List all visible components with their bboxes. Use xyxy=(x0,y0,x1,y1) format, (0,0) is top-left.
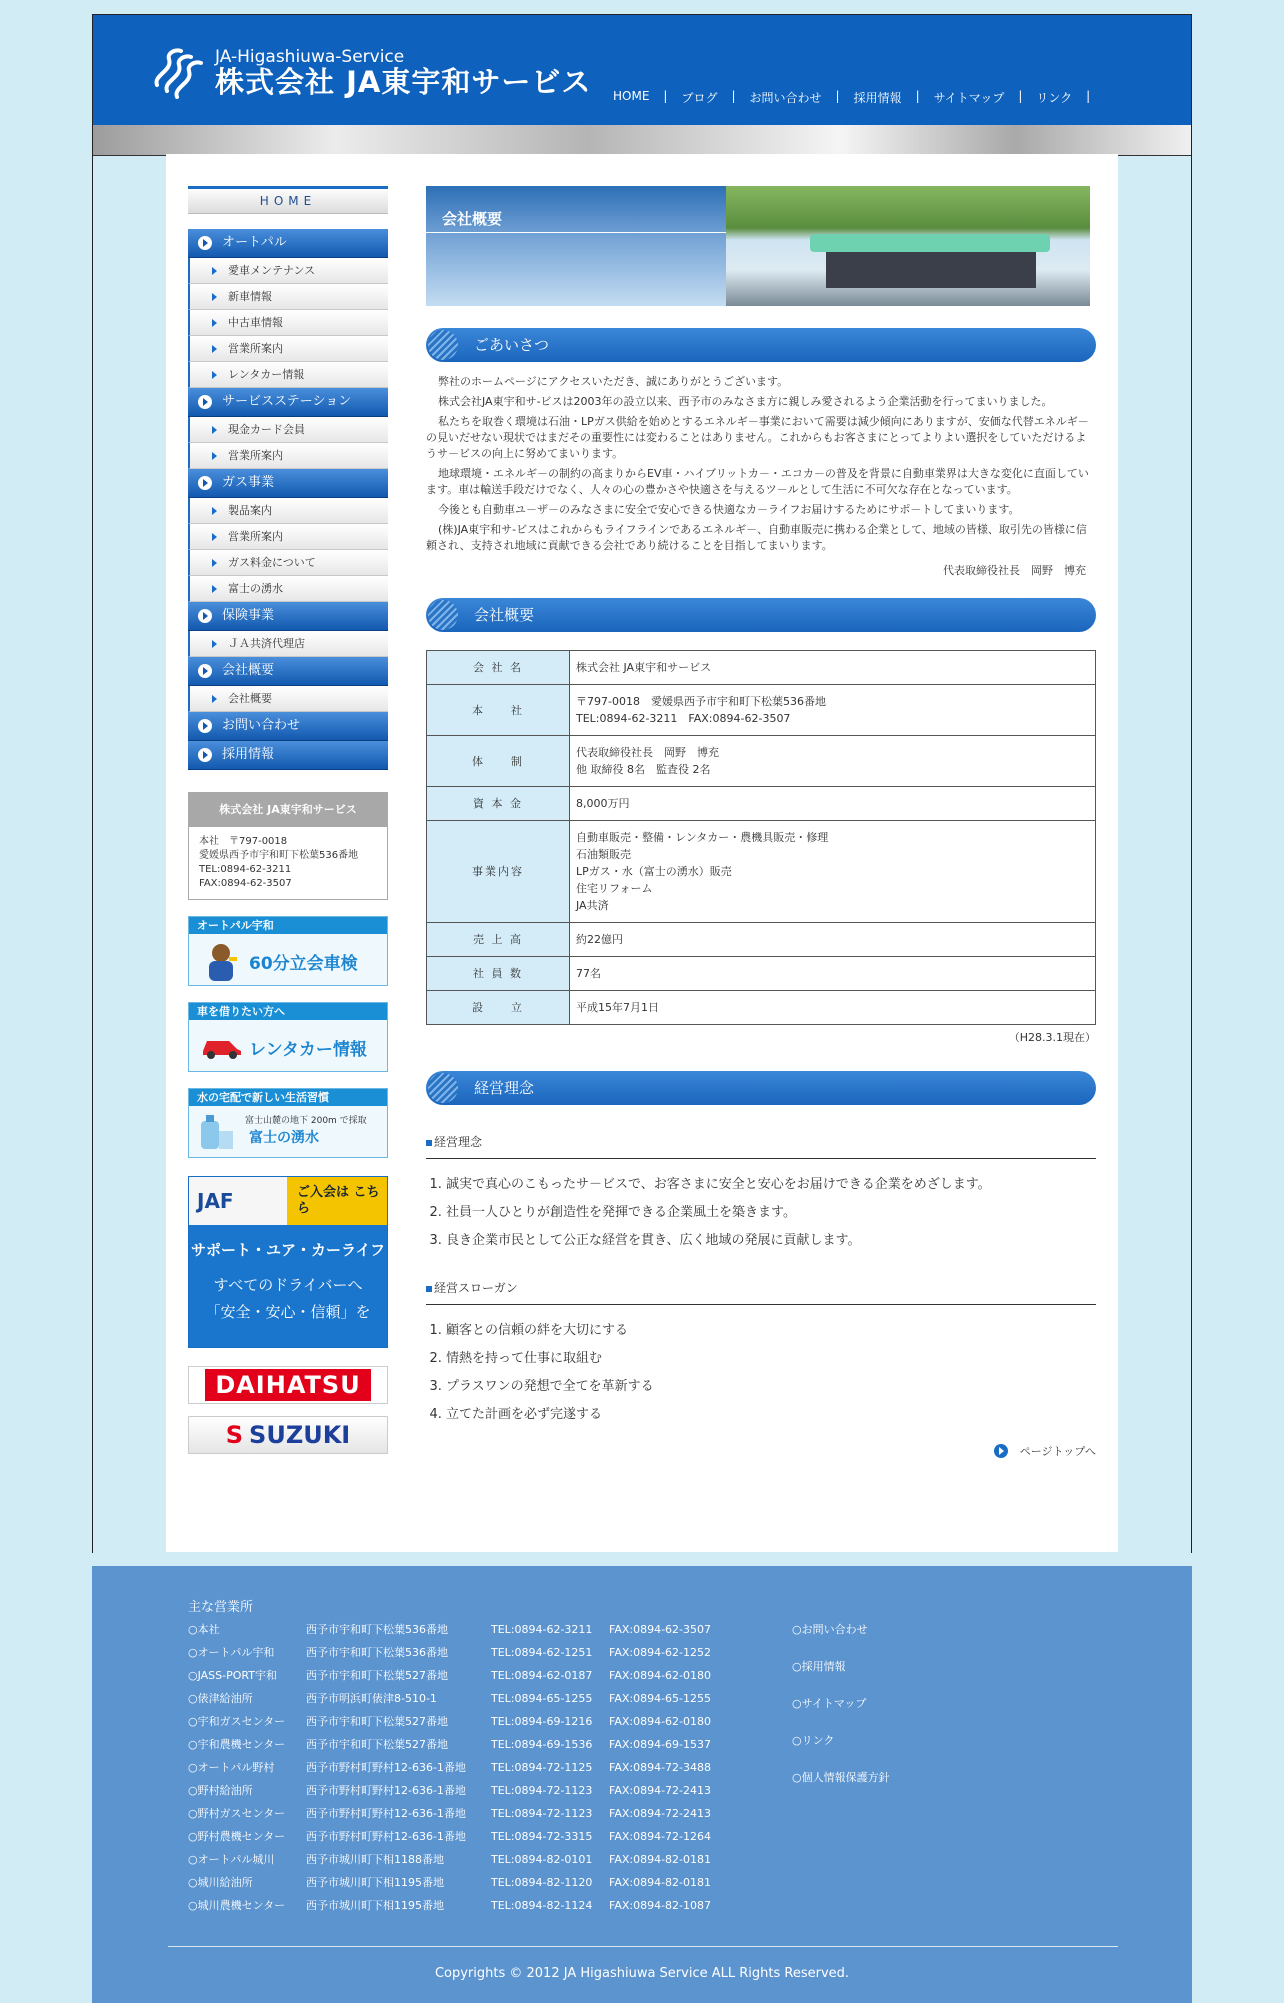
office-cell: ○宇和ガスセンター xyxy=(188,1715,286,1728)
jaf-line3: 「安全・安心・信頼」を xyxy=(205,1303,371,1321)
banner-suzuki[interactable] xyxy=(188,1416,388,1454)
footer-links xyxy=(792,1618,890,1803)
jaf-line1: サポート・ユア・カーライフ xyxy=(190,1241,386,1259)
square-bullet-icon xyxy=(426,1140,432,1146)
company-postal: 本社 〒797-0018 xyxy=(199,836,288,847)
banner-water[interactable] xyxy=(188,1088,388,1158)
square-bullet-icon xyxy=(426,1286,432,1292)
sidebar-item-used-car[interactable]: 中古車情報 xyxy=(188,310,388,336)
office-cell: 西予市明浜町俵津8-510-1 xyxy=(306,1692,437,1705)
table-row xyxy=(427,787,1096,821)
office-cell: TEL:0894-69-1536 xyxy=(491,1738,593,1751)
table-row xyxy=(427,651,1096,685)
nav-links[interactable]: リンク xyxy=(1036,91,1073,105)
table-row xyxy=(427,957,1096,991)
nav-home[interactable]: HOME xyxy=(613,89,650,103)
footer-link-contact[interactable]: ○お問い合わせ xyxy=(792,1623,868,1636)
nav-contact[interactable]: お問い合わせ xyxy=(749,91,822,105)
banner-inspection[interactable] xyxy=(188,916,388,986)
office-cell: TEL:0894-82-1124 xyxy=(491,1899,593,1912)
list-item: 3. プラスワンの発想で全てを革新する xyxy=(446,1373,1096,1401)
copyright: Copyrights © 2012 JA Higashiuwa Service ALL Rights Reserved. xyxy=(434,1966,850,1981)
office-cell: ○オートパル城川 xyxy=(188,1853,275,1866)
banner-inspection-text: 60分立会車検 xyxy=(249,954,358,974)
arrow-circle-icon xyxy=(198,395,212,409)
office-cell: TEL:0894-69-1216 xyxy=(491,1715,593,1728)
office-cell: ○俵津給油所 xyxy=(188,1692,253,1705)
table-value-cell: 77名 xyxy=(570,957,1096,991)
banner-rentacar-text: レンタカー情報 xyxy=(249,1040,367,1060)
main-column xyxy=(426,186,1096,1459)
office-cell: FAX:0894-82-1087 xyxy=(609,1899,712,1912)
company-tel: TEL:0894-62-3211 xyxy=(199,864,292,875)
list-item xyxy=(188,1779,729,1802)
nav-blog[interactable]: ブログ xyxy=(681,91,718,105)
arrow-circle-icon xyxy=(198,236,212,250)
list-item xyxy=(188,1756,729,1779)
list-item xyxy=(188,1664,729,1687)
office-cell: TEL:0894-62-3211 xyxy=(491,1623,593,1636)
president-signature: 代表取締役社長 岡野 博充 xyxy=(943,564,1086,577)
table-key-cell: 売 上 高 xyxy=(427,923,570,957)
arrow-circle-icon xyxy=(198,719,212,733)
sidebar-item-fuji-water[interactable]: 富士の湧水 xyxy=(188,576,388,602)
office-cell: FAX:0894-62-3507 xyxy=(609,1623,712,1636)
greeting-paragraph: (株)JA東宇和サ-ビスはこれからもライフラインであるエネルギ－、自動車販売に携わる企業として、地域の皆様、取引先の皆様に信頼され、支持され地域に貢献できる会社であり続けることを目指してまいります。 xyxy=(426,523,1087,552)
sidebar-item-gas-fee[interactable]: ガス料金について xyxy=(188,550,388,576)
office-cell: 西予市城川町下相1195番地 xyxy=(306,1899,444,1912)
hero-title: 会社概要 xyxy=(442,210,503,228)
office-cell: 西予市野村町野村12-636-1番地 xyxy=(306,1761,466,1774)
office-cell: FAX:0894-62-1252 xyxy=(609,1646,712,1659)
office-cell: TEL:0894-82-1120 xyxy=(491,1876,593,1889)
table-key-cell: 事業内容 xyxy=(427,821,570,923)
banner-jaf[interactable] xyxy=(188,1176,388,1348)
office-cell: FAX:0894-72-1264 xyxy=(609,1830,712,1843)
list-item xyxy=(188,1687,729,1710)
philosophy-subheading: 経営理念 xyxy=(426,1133,1096,1159)
office-cell: 西予市宇和町下松葉527番地 xyxy=(306,1738,448,1751)
site-footer xyxy=(92,1566,1192,2003)
section-profile-header: 会社概要 xyxy=(426,598,1096,632)
greeting-paragraph: 弊社のホームページにアクセスいただき、誠にありがとうございます。 xyxy=(438,375,789,388)
banner-inspection-head: オートパル宇和 xyxy=(189,917,387,934)
sidebar xyxy=(188,186,388,1454)
office-cell: 西予市宇和町下松葉536番地 xyxy=(306,1646,448,1659)
page-top-link[interactable]: ページトップへ xyxy=(426,1443,1096,1459)
greeting-paragraph: 地球環境・エネルギ－の制約の高まりからEV車・ハイブリットカ－・エコカ－の普及を背景に自動車業界は大きな変化に直面しています。車は輸送手段だけでなく、人々の心の豊かさや快適さを与えるツ－ルとして生活に不可欠な存在となっています。 xyxy=(426,467,1089,496)
table-key-cell: 社 員 数 xyxy=(427,957,570,991)
sidebar-cat-gas[interactable]: ガス事業 xyxy=(188,469,388,498)
greeting-text xyxy=(426,374,1096,554)
list-item: 1. 誠実で真心のこもったサ－ビスで、お客さまに安全と安心をお届けできる企業をめざします。 xyxy=(446,1171,1096,1199)
sidebar-item-new-car[interactable]: 新車情報 xyxy=(188,284,388,310)
list-item: 1. 顧客との信頼の絆を大切にする xyxy=(446,1317,1096,1345)
sidebar-cat-insurance[interactable]: 保険事業 xyxy=(188,602,388,631)
office-cell: TEL:0894-72-1125 xyxy=(491,1761,593,1774)
office-cell: FAX:0894-69-1537 xyxy=(609,1738,712,1751)
banner-water-head: 水の宅配で新しい生活習慣 xyxy=(189,1089,387,1106)
table-key-cell: 本 社 xyxy=(427,685,570,736)
stripe-circle-icon xyxy=(428,1073,458,1103)
hero-banner xyxy=(426,186,1090,306)
sidebar-item-cash-card[interactable]: 現金カード会員 xyxy=(188,417,388,443)
list-item: 2. 社員一人ひとりが創造性を発揮できる企業風土を築きます。 xyxy=(446,1199,1096,1227)
office-cell: TEL:0894-72-1123 xyxy=(491,1784,593,1797)
footer-divider xyxy=(168,1946,1118,1947)
sidebar-item-ja-kyosai[interactable]: ＪＡ共済代理店 xyxy=(188,631,388,657)
table-row xyxy=(427,685,1096,736)
stripe-circle-icon xyxy=(428,330,458,360)
office-cell: 西予市野村町野村12-636-1番地 xyxy=(306,1830,466,1843)
car-icon xyxy=(199,1033,243,1059)
logo-english: JA-Higashiuwa-Service xyxy=(215,47,405,67)
office-cell: FAX:0894-82-0181 xyxy=(609,1853,712,1866)
sidebar-cat-contact[interactable]: お問い合わせ xyxy=(188,712,388,741)
sidebar-item-products[interactable]: 製品案内 xyxy=(188,498,388,524)
company-address: 愛媛県西予市宇和町下松葉536番地 xyxy=(199,850,359,861)
table-value-cell: 8,000万円 xyxy=(570,787,1096,821)
slogan-subheading: 経営スローガン xyxy=(426,1279,1096,1305)
content-area xyxy=(166,154,1118,1552)
footer-link-privacy[interactable]: ○個人情報保護方針 xyxy=(792,1771,890,1784)
greeting-paragraph: 株式会社JA東宇和サ-ビスは2003年の設立以来、西予市のみなさま方に親しみ愛されるよう企業活動を行ってまいりました。 xyxy=(438,395,1053,408)
banner-water-text: 富士の湧水 xyxy=(249,1130,319,1146)
banner-water-sub: 富士山麓の地下 200m で採取 xyxy=(245,1116,367,1126)
water-bottle-icon xyxy=(197,1111,237,1153)
list-item xyxy=(188,1825,729,1848)
table-row xyxy=(427,923,1096,957)
jaf-line2: すべてのドライバーへ xyxy=(213,1276,363,1294)
daihatsu-logo: DAIHATSU xyxy=(205,1369,370,1401)
table-value-cell: 約22億円 xyxy=(570,923,1096,957)
table-value-cell: 平成15年7月1日 xyxy=(570,991,1096,1025)
sidebar-item-office-ss[interactable]: 営業所案内 xyxy=(188,443,388,469)
company-box-title: 株式会社 JA東宇和サービス xyxy=(189,793,387,827)
office-cell: TEL:0894-82-0101 xyxy=(491,1853,593,1866)
list-item xyxy=(188,1618,729,1641)
office-cell: 西予市野村町野村12-636-1番地 xyxy=(306,1807,466,1820)
list-item xyxy=(188,1894,729,1917)
suzuki-s-icon: S xyxy=(225,1421,244,1449)
table-key-cell: 会 社 名 xyxy=(427,651,570,685)
stripe-circle-icon xyxy=(428,600,458,630)
list-item xyxy=(188,1641,729,1664)
office-cell: ○野村ガスセンター xyxy=(188,1807,286,1820)
jaf-join-label: ご入会は こちら xyxy=(287,1177,387,1225)
sidebar-cat-service-station[interactable]: サービスステーション xyxy=(188,388,388,417)
global-nav: HOME | ブログ | お問い合わせ | 採用情報 | サイトマップ | リンク | xyxy=(613,89,1091,105)
footer-heading: 主な営業所 xyxy=(188,1600,254,1615)
company-info-box xyxy=(188,792,388,900)
sidebar-item-rentacar[interactable]: レンタカー情報 xyxy=(188,362,388,388)
arrow-circle-icon xyxy=(198,609,212,623)
list-item: 3. 良き企業市民として公正な経営を貫き、広く地域の発展に貢献します。 xyxy=(446,1227,1096,1255)
office-cell: TEL:0894-72-3315 xyxy=(491,1830,593,1843)
table-row xyxy=(427,736,1096,787)
nav-sitemap[interactable]: サイトマップ xyxy=(933,91,1005,105)
sidebar-home-button[interactable]: HOME xyxy=(188,186,388,214)
footer-link-recruit[interactable]: ○採用情報 xyxy=(792,1660,846,1673)
table-row xyxy=(427,821,1096,923)
list-item xyxy=(188,1733,729,1756)
office-cell: FAX:0894-82-0181 xyxy=(609,1876,712,1889)
table-key-cell: 設 立 xyxy=(427,991,570,1025)
header-silver-band xyxy=(93,125,1191,156)
office-cell: ○野村給油所 xyxy=(188,1784,253,1797)
suzuki-logo: SUZUKI xyxy=(249,1421,351,1449)
office-cell: ○オートパル宇和 xyxy=(188,1646,275,1659)
sidebar-cat-recruit[interactable]: 採用情報 xyxy=(188,741,388,770)
office-list xyxy=(188,1618,729,1917)
table-value-cell: 〒797-0018 愛媛県西予市宇和町下松葉536番地 TEL:0894-62-3211 FAX:0894-62-3507 xyxy=(570,685,1096,736)
list-item: 2. 情熱を持って仕事に取組む xyxy=(446,1345,1096,1373)
office-cell: ○JASS-PORT宇和 xyxy=(188,1669,277,1682)
office-cell: 西予市城川町下相1195番地 xyxy=(306,1876,444,1889)
table-value-cell: 代表取締役社長 岡野 博充 他 取締役 8名 監査役 2名 xyxy=(570,736,1096,787)
office-cell: 西予市宇和町下松葉527番地 xyxy=(306,1715,448,1728)
banner-daihatsu[interactable] xyxy=(188,1366,388,1404)
table-key-cell: 体 制 xyxy=(427,736,570,787)
sidebar-item-maintenance[interactable]: 愛車メンテナンス xyxy=(188,258,388,284)
table-key-cell: 資 本 金 xyxy=(427,787,570,821)
office-cell: FAX:0894-72-3488 xyxy=(609,1761,712,1774)
mechanic-icon xyxy=(199,939,243,983)
site-logo[interactable] xyxy=(151,45,591,101)
nav-recruit[interactable]: 採用情報 xyxy=(853,91,902,105)
logo-japanese: 株式会社 JA東宇和サービス xyxy=(215,65,592,99)
office-cell: TEL:0894-72-1123 xyxy=(491,1807,593,1820)
list-item: 4. 立てた計画を必ず完遂する xyxy=(446,1401,1096,1429)
company-profile-table xyxy=(426,650,1096,1025)
list-item xyxy=(188,1802,729,1825)
office-cell: ○本社 xyxy=(188,1623,220,1636)
office-cell: FAX:0894-62-0180 xyxy=(609,1669,712,1682)
slogan-list xyxy=(426,1317,1096,1429)
arrow-circle-icon xyxy=(198,748,212,762)
arrow-circle-icon xyxy=(198,664,212,678)
list-item xyxy=(188,1848,729,1871)
sidebar-item-company[interactable]: 会社概要 xyxy=(188,686,388,712)
footer-link-sitemap[interactable]: ○サイトマップ xyxy=(792,1697,867,1710)
section-philosophy-header: 経営理念 xyxy=(426,1071,1096,1105)
office-cell: 西予市野村町野村12-636-1番地 xyxy=(306,1784,466,1797)
office-cell: FAX:0894-62-0180 xyxy=(609,1715,712,1728)
station-building-shape xyxy=(826,252,1036,288)
arrow-circle-icon xyxy=(994,1444,1008,1458)
office-cell: 西予市城川町下相1188番地 xyxy=(306,1853,444,1866)
site-header xyxy=(93,15,1191,125)
jaf-logo: JAF xyxy=(197,1189,234,1213)
list-item xyxy=(188,1871,729,1894)
greeting-paragraph: 今後とも自動車ユ－ザ－のみなさまに安全で安心できる快適なカ－ライフお届けするためにサポ－トしてまいります。 xyxy=(438,503,1020,516)
office-cell: TEL:0894-65-1255 xyxy=(491,1692,593,1705)
office-cell: TEL:0894-62-0187 xyxy=(491,1669,593,1682)
banner-rentacar-head: 車を借りたい方へ xyxy=(189,1003,387,1020)
office-cell: FAX:0894-72-2413 xyxy=(609,1784,712,1797)
sidebar-item-office-gas[interactable]: 営業所案内 xyxy=(188,524,388,550)
office-cell: 西予市宇和町下松葉536番地 xyxy=(306,1623,448,1636)
office-cell: TEL:0894-62-1251 xyxy=(491,1646,593,1659)
banner-rentacar[interactable] xyxy=(188,1002,388,1072)
footer-link-links[interactable]: ○リンク xyxy=(792,1734,835,1747)
table-value-cell: 株式会社 JA東宇和サービス xyxy=(570,651,1096,685)
office-cell: ○城川農機センター xyxy=(188,1899,286,1912)
logo-mark-icon xyxy=(151,45,207,101)
company-fax: FAX:0894-62-3507 xyxy=(199,878,292,889)
office-cell: ○宇和農機センター xyxy=(188,1738,286,1751)
philosophy-list xyxy=(426,1171,1096,1255)
sidebar-item-office-autopal[interactable]: 営業所案内 xyxy=(188,336,388,362)
list-item xyxy=(188,1710,729,1733)
table-row xyxy=(427,991,1096,1025)
arrow-circle-icon xyxy=(198,476,212,490)
greeting-paragraph: 私たちを取巻く環境は石油・LPガス供給を始めとするエネルギ－事業において需要は減少傾向にありますが、安価な代替エネルギ－の見いだせない現状ではまだその重要性には変わることはありません。これからもお客さまにとってよりよい選択をしていただけるようサ－ビスの向上に努めてまいります。 xyxy=(426,415,1089,460)
office-cell: FAX:0894-72-2413 xyxy=(609,1807,712,1820)
sidebar-cat-autopal[interactable]: オートパル xyxy=(188,229,388,258)
office-cell: ○城川給油所 xyxy=(188,1876,253,1889)
section-greeting-header: ごあいさつ xyxy=(426,328,1096,362)
sidebar-cat-company[interactable]: 会社概要 xyxy=(188,657,388,686)
as-of-note: （H28.3.1現在） xyxy=(1008,1031,1096,1044)
office-cell: ○野村農機センター xyxy=(188,1830,286,1843)
station-roof-shape xyxy=(810,234,1050,252)
table-value-cell: 自動車販売・整備・レンタカー・農機具販売・修理 石油類販売 LPガス・水（富士の湧水）販売 住宅リフォーム JA共済 xyxy=(570,821,1096,923)
office-cell: ○オートパル野村 xyxy=(188,1761,275,1774)
office-cell: 西予市宇和町下松葉527番地 xyxy=(306,1669,448,1682)
office-cell: FAX:0894-65-1255 xyxy=(609,1692,712,1705)
